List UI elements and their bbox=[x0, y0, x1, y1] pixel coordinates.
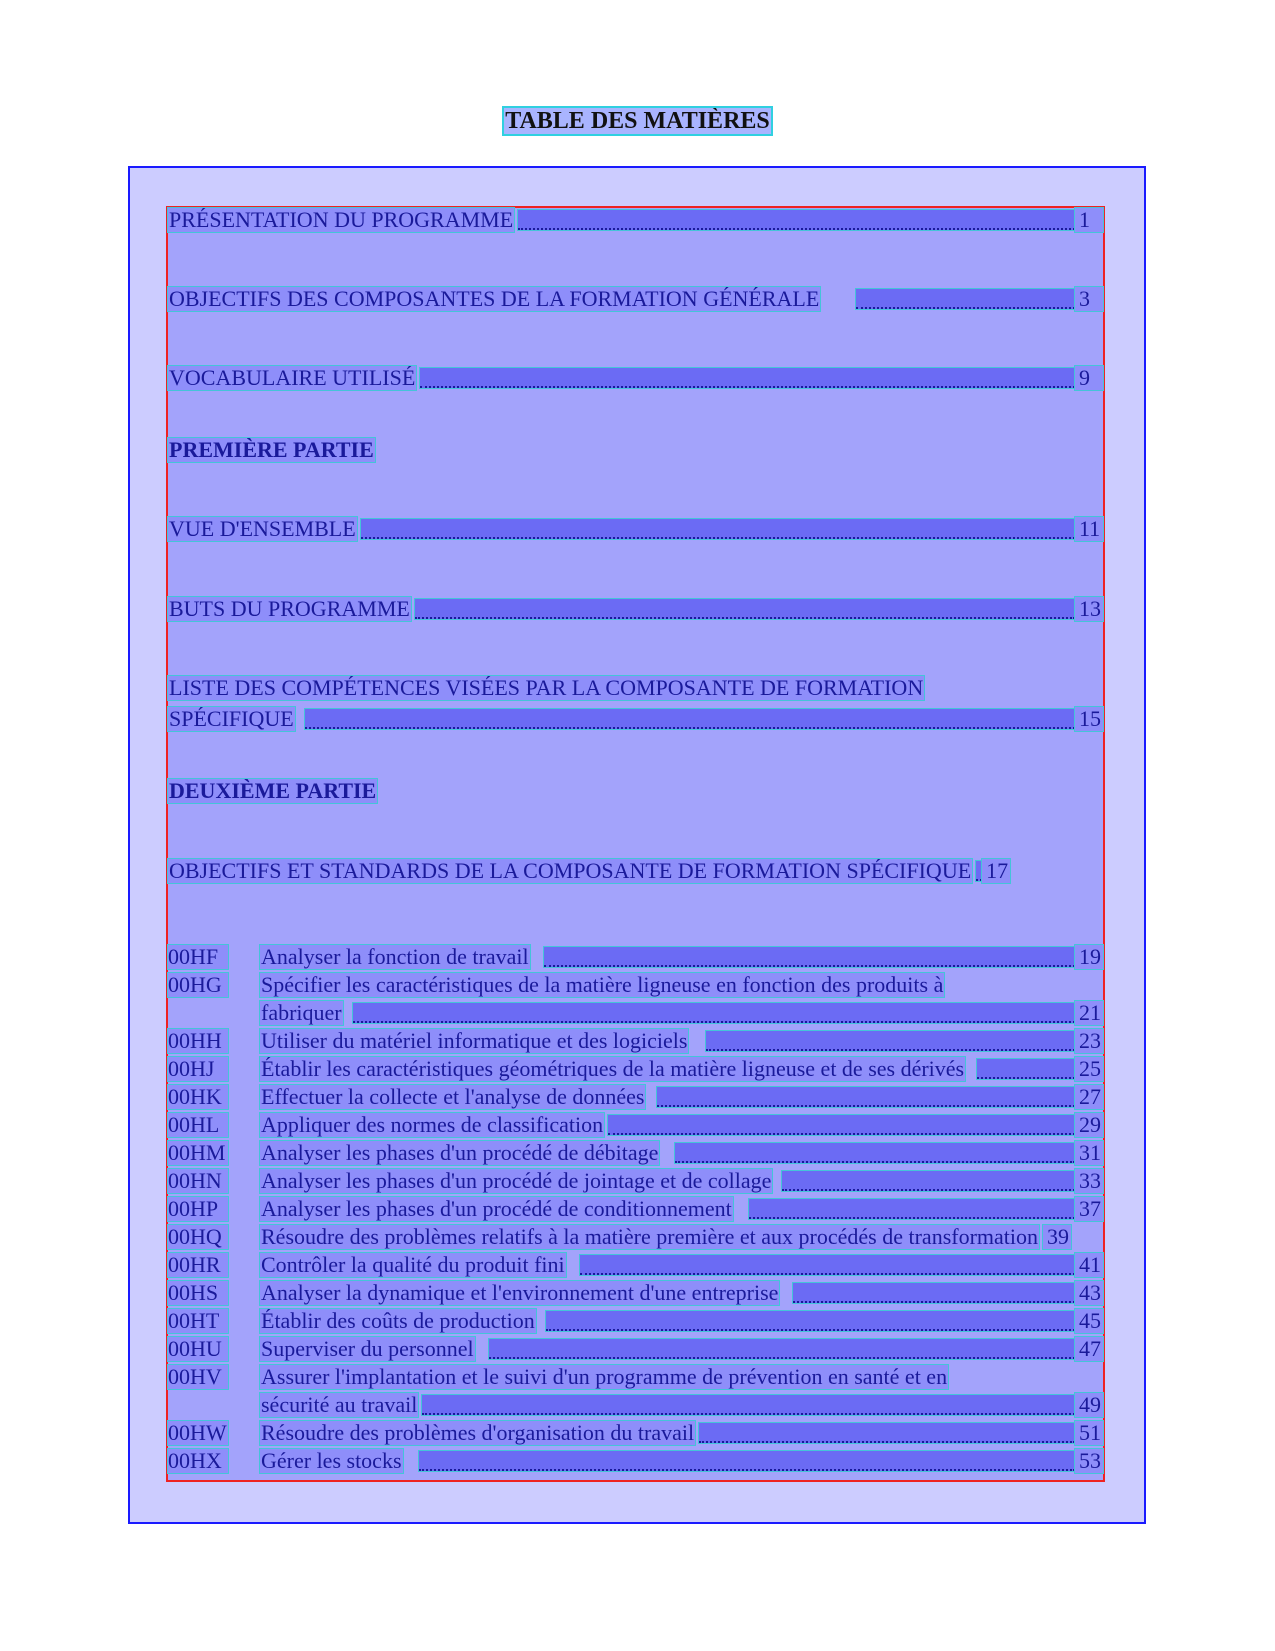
dot-leader bbox=[856, 289, 1075, 309]
toc-page-number: 13 bbox=[1075, 597, 1103, 621]
dot-leader bbox=[361, 519, 1075, 539]
competency-entry[interactable] bbox=[260, 1141, 1103, 1165]
toc-page-number: 9 bbox=[1075, 366, 1103, 390]
competency-entry[interactable] bbox=[260, 1085, 1103, 1109]
competency-page: 37 bbox=[1075, 1197, 1103, 1221]
competency-code: 00HN bbox=[168, 1169, 228, 1193]
dot-leader bbox=[608, 1115, 1075, 1135]
dot-leader bbox=[489, 1339, 1075, 1359]
toc-page-number: 17 bbox=[982, 859, 1010, 883]
toc-heading-premiere-partie bbox=[168, 438, 375, 462]
competency-label: Établir les caractéristiques géométriques de la matière ligneuse et de ses dérivés bbox=[261, 1056, 965, 1081]
competency-entry[interactable] bbox=[260, 1225, 1103, 1249]
competency-code: 00HX bbox=[168, 1449, 228, 1473]
competency-entry[interactable] bbox=[260, 945, 1103, 969]
dot-leader bbox=[518, 210, 1075, 230]
competency-page: 47 bbox=[1075, 1337, 1103, 1361]
toc-entry-presentation[interactable] bbox=[168, 208, 1103, 232]
dot-leader bbox=[580, 1255, 1075, 1275]
toc-entry-label: SPÉCIFIQUE bbox=[169, 706, 294, 731]
toc-page-number: 1 bbox=[1075, 208, 1103, 232]
dot-leader bbox=[657, 1087, 1075, 1107]
competency-code: 00HT bbox=[168, 1309, 228, 1333]
toc-heading-deuxieme-partie bbox=[168, 779, 377, 803]
competency-label: Contrôler la qualité du produit fini bbox=[261, 1252, 565, 1277]
competency-code: 00HM bbox=[168, 1141, 228, 1165]
competency-page: 45 bbox=[1075, 1309, 1103, 1333]
dot-leader bbox=[749, 1199, 1075, 1219]
toc-entry-vocabulaire[interactable] bbox=[168, 366, 1103, 390]
competency-code: 00HU bbox=[168, 1337, 228, 1361]
dot-leader bbox=[782, 1171, 1075, 1191]
toc-page-number: 15 bbox=[1075, 707, 1103, 731]
competency-page: 41 bbox=[1075, 1253, 1103, 1277]
dot-leader bbox=[544, 947, 1075, 967]
toc-entry-label: OBJECTIFS ET STANDARDS DE LA COMPOSANTE DE FORMATION SPÉCIFIQUE bbox=[169, 858, 972, 883]
toc-entry-vue-ensemble[interactable] bbox=[168, 517, 1103, 541]
competency-page: 25 bbox=[1075, 1057, 1103, 1081]
competency-entry[interactable] bbox=[260, 1197, 1103, 1221]
competency-code: 00HJ bbox=[168, 1057, 228, 1081]
competency-entry[interactable] bbox=[260, 1421, 1103, 1445]
competency-entry[interactable] bbox=[260, 1337, 1103, 1361]
competency-page: 39 bbox=[1043, 1225, 1071, 1249]
competency-entry[interactable] bbox=[260, 1169, 1103, 1193]
dot-leader bbox=[305, 709, 1075, 729]
competency-label: Spécifier les caractéristiques de la matière ligneuse en fonction des produits à bbox=[261, 972, 944, 997]
toc-page-number: 11 bbox=[1075, 517, 1103, 541]
competency-entry-line1[interactable] bbox=[260, 1365, 1103, 1389]
competency-page: 21 bbox=[1075, 1001, 1103, 1025]
dot-leader bbox=[546, 1311, 1075, 1331]
competency-entry-line2[interactable] bbox=[260, 1001, 1103, 1025]
competency-label: Effectuer la collecte et l'analyse de données bbox=[261, 1084, 645, 1109]
competency-entry[interactable] bbox=[260, 1281, 1103, 1305]
competency-label: Utiliser du matériel informatique et des logiciels bbox=[261, 1028, 688, 1053]
competency-label: Analyser la fonction de travail bbox=[261, 944, 529, 969]
competency-entry[interactable] bbox=[260, 1449, 1103, 1473]
competency-code: 00HF bbox=[168, 945, 228, 969]
competency-entry[interactable] bbox=[260, 1309, 1103, 1333]
dot-leader bbox=[353, 1003, 1075, 1023]
dot-leader bbox=[419, 1451, 1075, 1471]
dot-leader bbox=[675, 1143, 1075, 1163]
competency-label: Superviser du personnel bbox=[261, 1336, 474, 1361]
competency-label: Analyser les phases d'un procédé de jointage et de collage bbox=[261, 1168, 772, 1193]
competency-code: 00HP bbox=[168, 1197, 228, 1221]
toc-entry-label: BUTS DU PROGRAMME bbox=[169, 596, 410, 621]
competency-label: fabriquer bbox=[261, 1000, 342, 1025]
competency-page: 49 bbox=[1075, 1393, 1103, 1417]
competency-label: Résoudre des problèmes d'organisation du travail bbox=[261, 1420, 695, 1445]
competency-page: 51 bbox=[1075, 1421, 1103, 1445]
competency-page: 27 bbox=[1075, 1085, 1103, 1109]
toc-page-number: 3 bbox=[1075, 287, 1103, 311]
dot-leader bbox=[793, 1283, 1075, 1303]
competency-page: 29 bbox=[1075, 1113, 1103, 1137]
competency-label: Assurer l'implantation et le suivi d'un programme de prévention en santé et en bbox=[261, 1364, 948, 1389]
competency-page: 33 bbox=[1075, 1169, 1103, 1193]
competency-entry[interactable] bbox=[260, 1253, 1103, 1277]
dot-leader bbox=[420, 368, 1075, 388]
competency-label: sécurité au travail bbox=[261, 1392, 418, 1417]
competency-label: Gérer les stocks bbox=[261, 1448, 402, 1473]
toc-entry-objectifs-standards[interactable] bbox=[168, 859, 1103, 883]
competency-code: 00HV bbox=[168, 1365, 228, 1389]
dot-leader bbox=[415, 599, 1075, 619]
competency-entry[interactable] bbox=[260, 1113, 1103, 1137]
competency-code: 00HG bbox=[168, 973, 228, 997]
competency-code: 00HK bbox=[168, 1085, 228, 1109]
competency-code: 00HW bbox=[168, 1420, 227, 1445]
competency-page: 43 bbox=[1075, 1281, 1103, 1305]
toc-entry-label: LISTE DES COMPÉTENCES VISÉES PAR LA COMPOSANTE DE FORMATION bbox=[169, 675, 924, 700]
toc-entry-label: OBJECTIFS DES COMPOSANTES DE LA FORMATION GÉNÉRALE bbox=[169, 286, 820, 311]
toc-entry-label: PRÉSENTATION DU PROGRAMME bbox=[169, 207, 514, 232]
toc-entry-liste-competences-line2[interactable] bbox=[168, 707, 1103, 731]
document-title: TABLE DES MATIÈRES bbox=[505, 108, 770, 134]
competency-label: Analyser les phases d'un procédé de conditionnement bbox=[261, 1196, 732, 1221]
competency-label: Résoudre des problèmes relatifs à la matière première et aux procédés de transformation bbox=[261, 1224, 1039, 1249]
toc-entry-label: VOCABULAIRE UTILISÉ bbox=[169, 365, 416, 390]
competency-code: 00HH bbox=[168, 1029, 228, 1053]
competency-page: 31 bbox=[1075, 1141, 1103, 1165]
competency-page: 23 bbox=[1075, 1029, 1103, 1053]
competency-entry-line2[interactable] bbox=[260, 1393, 1103, 1417]
competency-entry[interactable] bbox=[260, 1029, 1103, 1053]
competency-code: 00HS bbox=[168, 1281, 228, 1305]
competency-entry[interactable] bbox=[260, 1057, 1103, 1081]
toc-entry-liste-competences-line1[interactable] bbox=[168, 676, 924, 700]
competency-code: 00HQ bbox=[168, 1225, 228, 1249]
competency-label: Analyser la dynamique et l'environnement d'une entreprise bbox=[261, 1280, 779, 1305]
toc-entry-objectifs-formation-generale[interactable] bbox=[168, 287, 1103, 311]
competency-label: Analyser les phases d'un procédé de débitage bbox=[261, 1140, 659, 1165]
toc-entry-buts[interactable] bbox=[168, 597, 1103, 621]
toc-heading-label: PREMIÈRE PARTIE bbox=[169, 437, 374, 462]
competency-page: 53 bbox=[1075, 1449, 1103, 1473]
competency-entry-line1[interactable] bbox=[260, 973, 1103, 997]
competency-code: 00HR bbox=[168, 1253, 228, 1277]
toc-content bbox=[168, 208, 1103, 1480]
competency-code: 00HL bbox=[168, 1113, 228, 1137]
competency-label: Établir des coûts de production bbox=[261, 1308, 535, 1333]
document-title-wrap bbox=[0, 108, 1275, 134]
dot-leader bbox=[977, 1059, 1075, 1079]
competency-label: Appliquer des normes de classification bbox=[261, 1112, 604, 1137]
toc-heading-label: DEUXIÈME PARTIE bbox=[169, 778, 377, 803]
competency-page: 19 bbox=[1075, 945, 1103, 969]
dot-leader bbox=[699, 1423, 1075, 1443]
dot-leader bbox=[422, 1395, 1075, 1415]
dot-leader bbox=[706, 1031, 1075, 1051]
toc-entry-label: VUE D'ENSEMBLE bbox=[169, 516, 356, 541]
